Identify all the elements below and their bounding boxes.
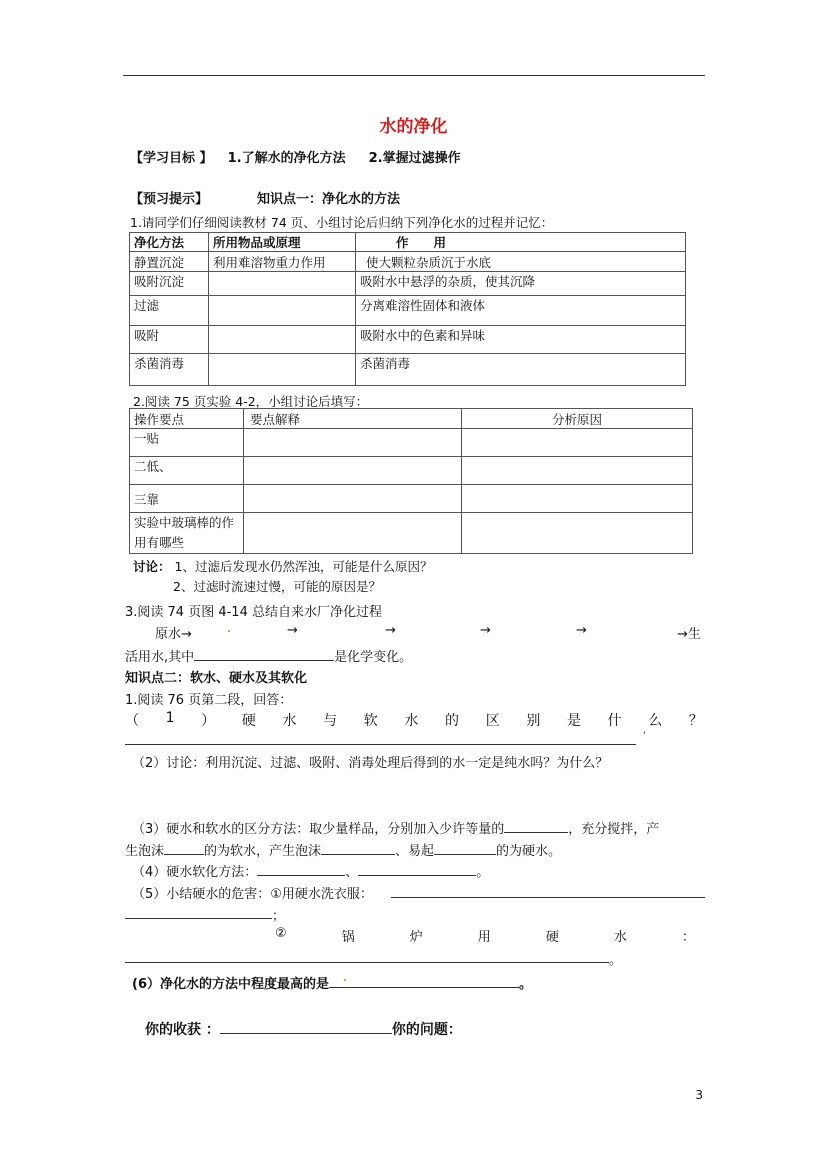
header-rule — [123, 75, 705, 76]
discussion-1: 1、过滤后发现水仍然浑浊，可能是什么原因？ — [174, 559, 433, 574]
operation-cell: 一贴 — [130, 429, 244, 457]
explanation-cell[interactable] — [244, 513, 462, 554]
q5-char: 硬 — [545, 930, 559, 945]
table-row — [130, 272, 686, 296]
q3-text: 的为硬水。 — [496, 844, 562, 859]
effect-cell: 吸附水中的色素和异味 — [356, 326, 686, 354]
blank-foam-hard[interactable] — [321, 842, 395, 855]
answer-line[interactable] — [125, 962, 609, 963]
arrow-icon: → — [480, 623, 491, 638]
objective-2: 2.掌握过滤操作 — [368, 151, 461, 166]
q5-char: ② — [275, 926, 287, 941]
q3-start — [155, 623, 192, 642]
header-principle: 所用物品或原理 — [209, 233, 356, 252]
header-analysis: 分析原因 — [462, 409, 693, 429]
k2-q5-spread-line — [275, 926, 695, 945]
q1-char: ） — [201, 713, 216, 729]
method-cell: 过滤 — [130, 296, 209, 326]
effect-cell: 杀菌消毒 — [356, 354, 686, 386]
k2-q4 — [132, 861, 489, 880]
q5-char: 用 — [477, 930, 491, 945]
table-row — [130, 296, 686, 326]
effect-cell: 分离难溶性固体和液体 — [356, 296, 686, 326]
explanation-cell[interactable] — [244, 457, 462, 485]
blank-reagent[interactable] — [504, 820, 568, 833]
arrow-icon: → — [576, 623, 587, 638]
q1-char: 区 — [485, 713, 500, 729]
header-operation: 操作要点 — [130, 409, 244, 429]
header-method: 净化方法 — [130, 233, 209, 252]
q1-char: 与 — [323, 713, 338, 729]
header-explanation: 要点解释 — [244, 409, 462, 429]
table-row — [130, 485, 693, 513]
purification-methods-table — [129, 232, 686, 386]
explanation-cell[interactable] — [244, 485, 462, 513]
k2-q1-prompt: 1.阅读 76 页第二段，回答： — [125, 693, 293, 708]
table-row — [130, 429, 693, 457]
header-effect: 作 用 — [356, 233, 686, 252]
blank-softening-2[interactable] — [358, 863, 476, 876]
q1-char: 水 — [282, 713, 297, 729]
principle-cell[interactable] — [209, 354, 356, 386]
questions-label: 你的问题： — [391, 1022, 462, 1038]
operation-cell: 三靠 — [130, 485, 244, 513]
q1-char: 硬 — [241, 713, 256, 729]
table-row — [130, 513, 693, 554]
q1-char: 1 — [165, 710, 175, 726]
operation-cell: 实验中玻璃棒的作用有哪些 — [130, 513, 244, 554]
orange-mark-icon: . — [343, 973, 347, 984]
filtration-table — [129, 408, 693, 554]
analysis-cell[interactable] — [462, 457, 693, 485]
table-row — [130, 354, 686, 386]
table-row — [130, 252, 686, 272]
blank-scale[interactable] — [434, 842, 496, 855]
q5-char: 锅 — [341, 930, 355, 945]
q3-end-2: 活用水,其中 — [125, 650, 195, 665]
orange-mark-icon: . — [227, 624, 231, 635]
q6-text: 。 — [519, 977, 533, 992]
q3-end-1: →生 — [677, 627, 701, 642]
effect-cell: 吸附水中悬浮的杂质，使其沉降 — [356, 272, 686, 296]
blank-highest-purity[interactable] — [329, 975, 519, 988]
blank-softening-1[interactable] — [257, 863, 345, 876]
objective-1: 1.了解水的净化方法 — [227, 151, 346, 166]
discussion-2: 2、过滤时流速过慢，可能的原因是？ — [173, 579, 381, 594]
q4-text: 、 — [345, 865, 359, 880]
answer-line[interactable] — [125, 918, 272, 919]
answer-line[interactable] — [125, 744, 636, 745]
operation-cell: 二低、 — [130, 457, 244, 485]
q3-prompt: 3.阅读 74 页图 4-14 总结自来水厂净化过程 — [125, 605, 382, 620]
q3-text: （3）硬水和软水的区分方法：取少量样品，分别加入少许等量的 — [132, 822, 505, 837]
k2-q1-spread-line — [125, 710, 703, 730]
table-header-row — [130, 233, 686, 252]
analysis-cell[interactable] — [462, 513, 693, 554]
k2-q3-line1 — [132, 818, 659, 837]
q2-prompt: 2.阅读 75 页实验 4-2，小组讨论后填写： — [133, 394, 369, 409]
q3-start-label: 原水 — [155, 627, 182, 642]
q1-char: 是 — [566, 713, 581, 729]
objectives-label: 【学习目标 】 — [130, 151, 213, 166]
k2-q3-line2 — [125, 840, 561, 859]
method-cell: 吸附沉淀 — [130, 272, 209, 296]
q5-char: ： — [681, 930, 695, 945]
q3-text: 、易起 — [395, 844, 435, 859]
effect-cell: 使大颗粒杂质沉于水底 — [356, 252, 686, 272]
q3-text: 生泡沫 — [125, 844, 165, 859]
k2-q6 — [132, 973, 532, 992]
arrow-icon: → — [385, 623, 396, 638]
k2-q5-line1: （5）小结硬水的危害：①用硬水洗衣服： — [132, 887, 373, 902]
principle-cell: 利用难溶物重力作用 — [209, 252, 356, 272]
arrow-icon: → — [181, 627, 192, 642]
table-row — [130, 457, 693, 485]
method-cell: 杀菌消毒 — [130, 354, 209, 386]
tick-mark: ‘ — [643, 731, 646, 741]
blank-foam-soft[interactable] — [164, 842, 204, 855]
q3-text: 的为软水，产生泡沫 — [204, 844, 322, 859]
discussion-label: 讨论： — [133, 559, 171, 574]
principle-cell[interactable] — [209, 326, 356, 354]
q6-text: (6）净化水的方法中程度最高的是 — [132, 977, 329, 992]
harvest-row — [145, 1019, 462, 1039]
q1-char: （ — [125, 713, 139, 729]
q4-text: （4）硬水软化方法： — [132, 865, 258, 880]
q1-char: 么 — [648, 713, 663, 729]
table-header-row — [130, 409, 693, 429]
knowledge-point-2: 知识点二：软水、硬水及其软化 — [125, 671, 308, 686]
objectives-row — [130, 147, 461, 166]
method-cell: 静置沉淀 — [130, 252, 209, 272]
q1-char: 别 — [526, 713, 541, 729]
explanation-cell[interactable] — [244, 429, 462, 457]
knowledge-point-1: 知识点一：净化水的方法 — [257, 192, 401, 207]
principle-cell[interactable] — [209, 296, 356, 326]
principle-cell[interactable] — [209, 272, 356, 296]
k2-q2: （2）讨论：利用沉淀、过滤、吸附、消毒处理后得到的水一定是纯水吗？为什么？ — [132, 756, 609, 771]
q5-char: 炉 — [409, 930, 423, 945]
q5-char: 水 — [613, 930, 627, 945]
method-cell: 吸附 — [130, 326, 209, 354]
q3-text: ，充分搅拌，产 — [568, 822, 660, 837]
q1-char: ？ — [688, 713, 703, 729]
q1-char: 软 — [363, 713, 378, 729]
semicolon: ； — [272, 909, 286, 924]
period: 。 — [609, 953, 623, 968]
q3-line2 — [125, 646, 412, 665]
q1-char: 的 — [445, 713, 460, 729]
table-row — [130, 326, 686, 354]
discussion-1-row — [133, 557, 432, 575]
q1-char: 水 — [404, 713, 419, 729]
harvest-blank[interactable] — [220, 1021, 392, 1034]
answer-line[interactable] — [391, 897, 705, 898]
q4-text: 。 — [476, 865, 490, 880]
page-number: 3 — [695, 1088, 703, 1102]
harvest-label: 你的收获 ： — [145, 1022, 220, 1038]
q1-char: 什 — [607, 713, 622, 729]
analysis-cell[interactable] — [462, 485, 693, 513]
blank-chemical-step[interactable] — [194, 648, 334, 661]
preview-label: 【预习提示】 — [130, 192, 209, 207]
page-title: 水的净化 — [379, 117, 448, 137]
analysis-cell[interactable] — [462, 429, 693, 457]
arrow-icon: → — [287, 623, 298, 638]
q1-prompt: 1.请同学们仔细阅读教材 74 页、小组讨论后归纳下列净化水的过程并记忆： — [130, 215, 554, 230]
q3-end-3: 是化学变化。 — [334, 650, 413, 665]
